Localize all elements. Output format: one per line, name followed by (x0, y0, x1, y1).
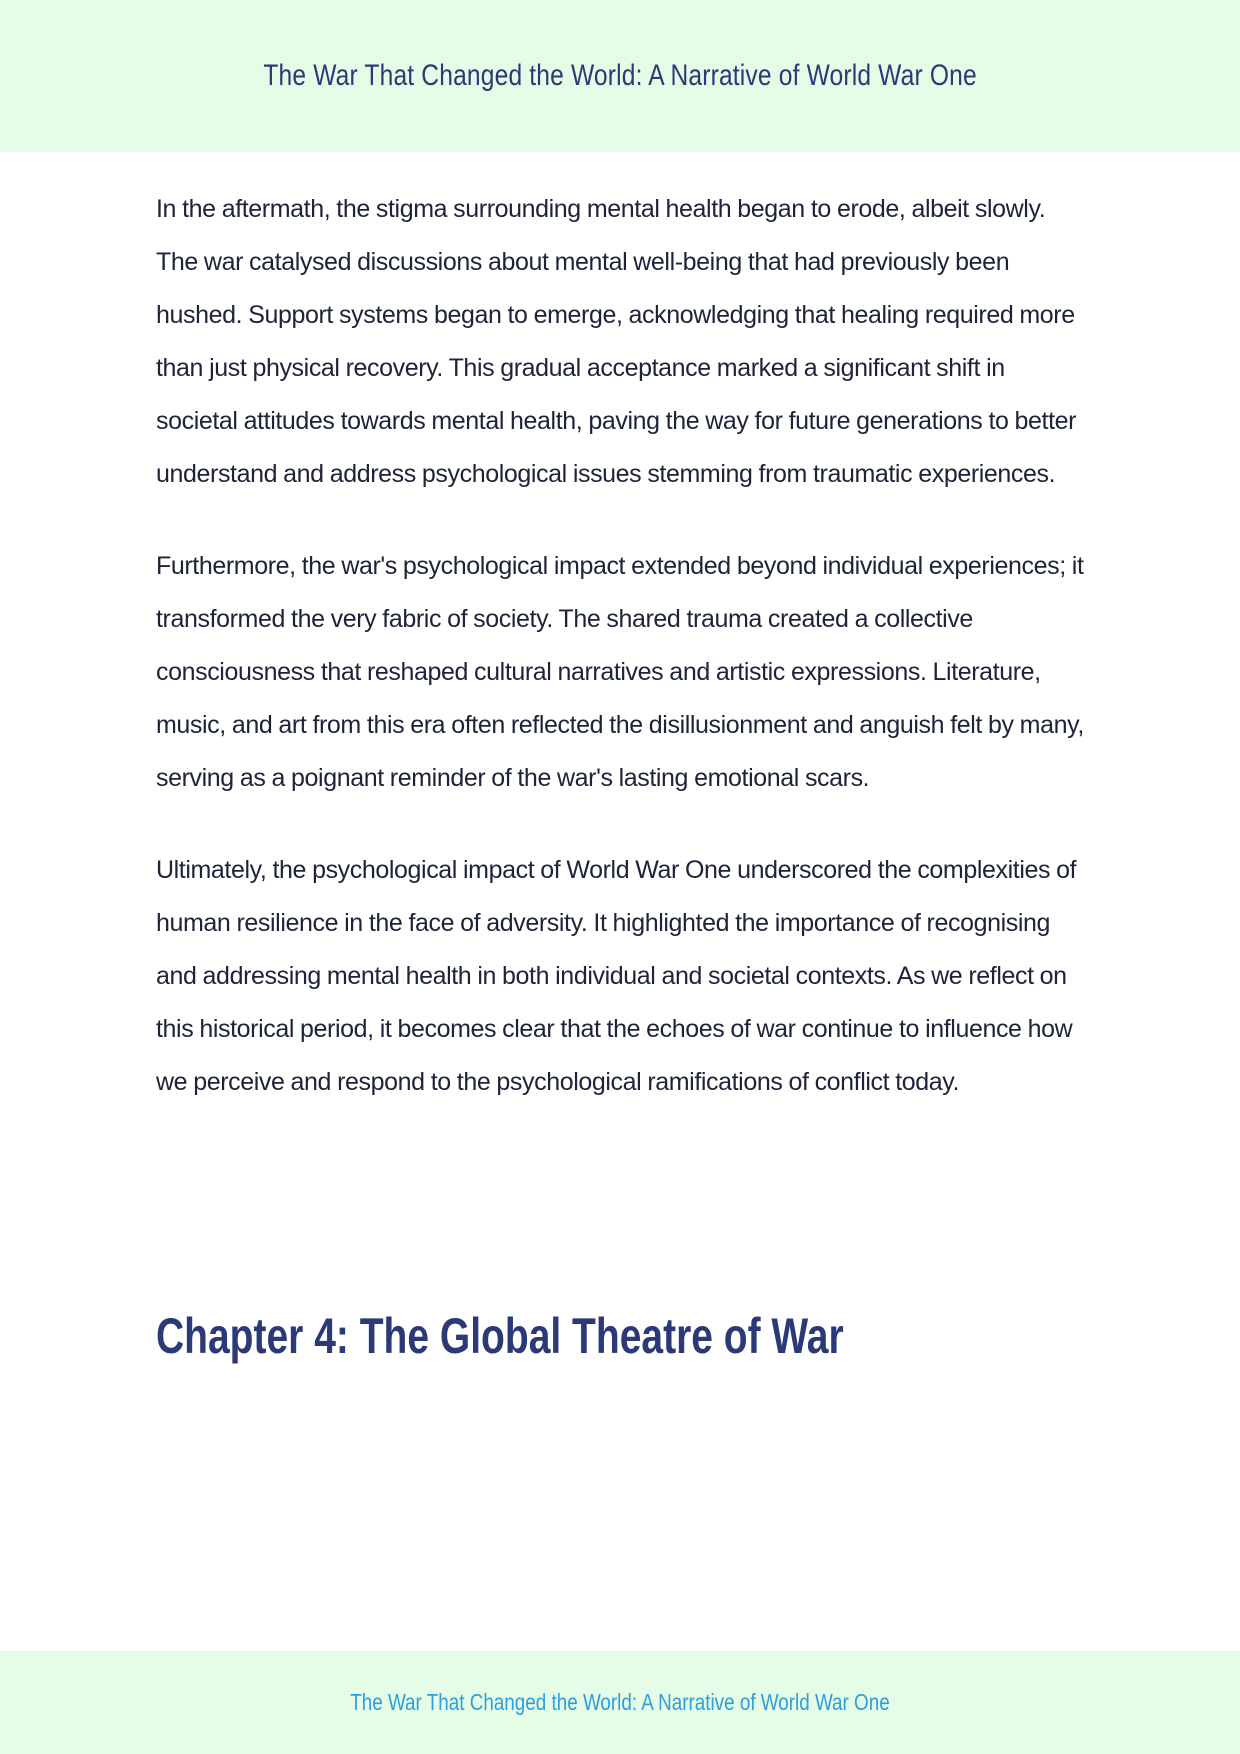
header-title: The War That Changed the World: A Narrative of World War One (263, 59, 977, 92)
page-header (0, 0, 1240, 152)
body-paragraph: Furthermore, the war's psychological impact extended beyond individual experiences; it transformed the very fabric of society. The shared trauma created a collective consciousness that reshaped cultural narratives and artistic expressions. Literature, music, and art from this era often reflected the disillusionment and anguish felt by many, serving as a poignant reminder of the war's lasting emotional scars. (156, 552, 1084, 792)
chapter-heading: Chapter 4: The Global Theatre of War (156, 1308, 844, 1364)
main-content (156, 183, 1086, 1148)
body-paragraph: In the aftermath, the stigma surrounding mental health began to erode, albeit slowly. The war catalysed discussions about mental well-being that had previously been hushed. Support systems began to emerge, acknowledging that healing required more than just physical recovery. This gradual acceptance marked a significant shift in societal attitudes towards mental health, paving the way for future generations to better understand and address psychological issues stemming from traumatic experiences. (156, 195, 1077, 488)
page-footer (0, 1651, 1240, 1754)
body-paragraph: Ultimately, the psychological impact of World War One underscored the complexities of human resilience in the face of adversity. It highlighted the importance of recognising and addressing mental health in both individual and societal contexts. As we reflect on this historical period, it becomes clear that the echoes of war continue to influence how we perceive and respond to the psychological ramifications of conflict today. (156, 856, 1077, 1096)
footer-title: The War That Changed the World: A Narrative of World War One (350, 1689, 890, 1715)
